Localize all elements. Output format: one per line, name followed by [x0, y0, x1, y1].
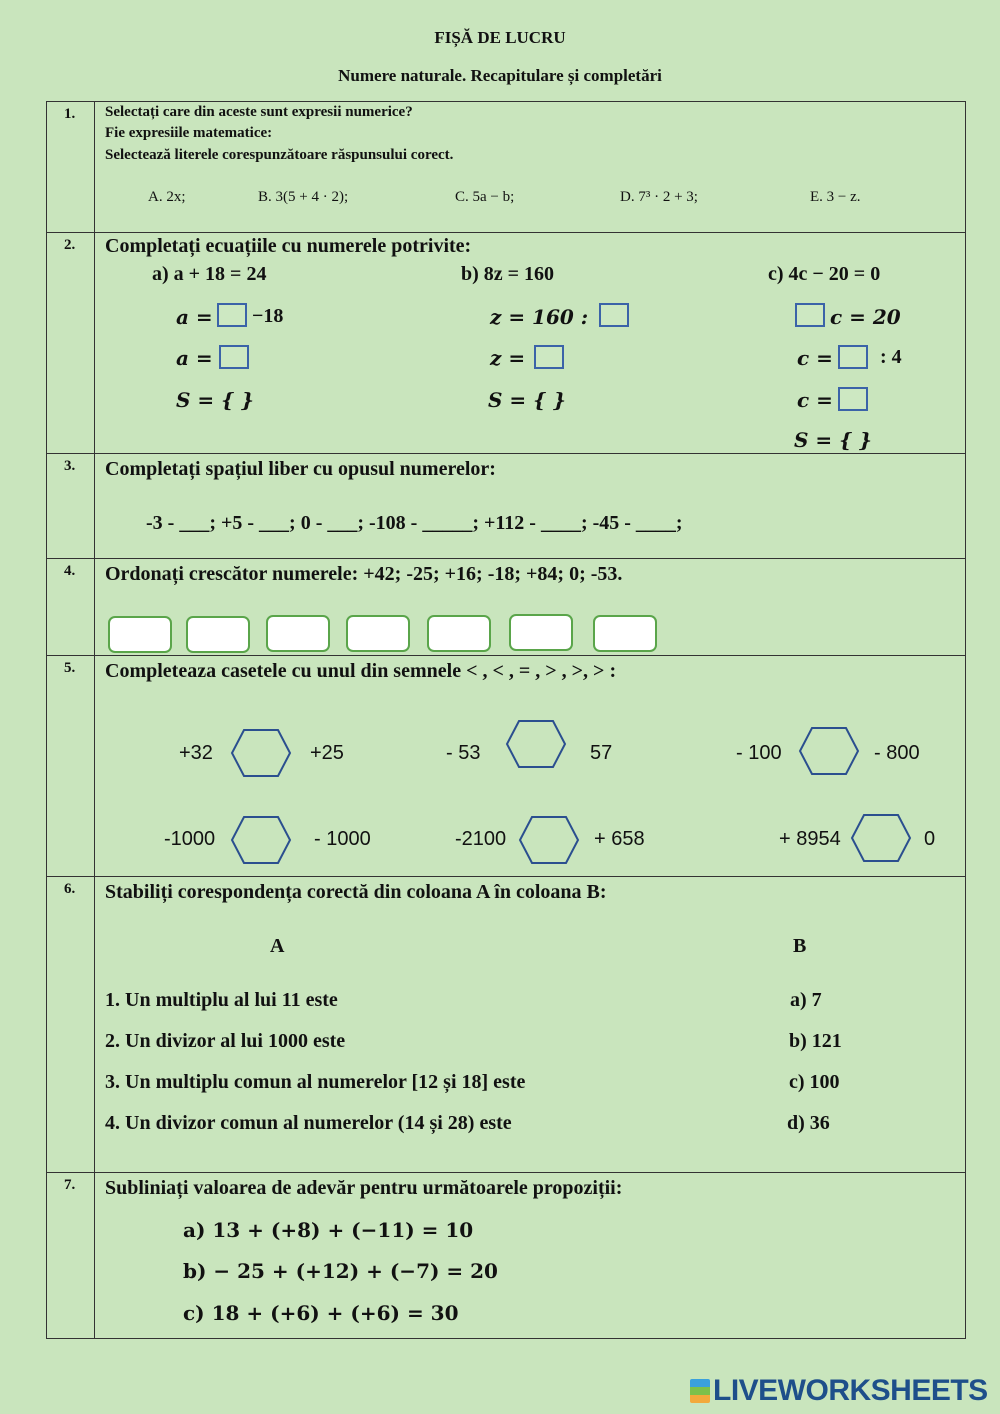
q1-option-b[interactable]: B. 3(5 + 4 · 2);	[258, 189, 349, 205]
q7-prompt: Subliniați valoarea de adevăr pentru următoarele propoziții:	[105, 1177, 623, 1199]
question-number: 5.	[64, 660, 76, 676]
q4-answer-box-6[interactable]	[509, 614, 573, 651]
worksheet-subtitle: Numere naturale. Recapitulare și completări	[338, 66, 662, 85]
q2-b2-input[interactable]	[534, 345, 564, 369]
q5-right-3: - 800	[874, 742, 920, 764]
q5-right-6: 0	[924, 828, 936, 850]
q5-right-5: + 658	[594, 828, 645, 850]
q1-option-a[interactable]: A. 2x;	[148, 189, 186, 205]
q3-prompt: Completați spațiul liber cu opusul numerelor:	[105, 458, 496, 480]
q5-compare-box-5[interactable]	[518, 815, 580, 865]
q1-line1: Selectați care din aceste sunt expresii numerice?	[105, 104, 413, 120]
q5-compare-box-3[interactable]	[798, 726, 860, 776]
q2-b-solution-set: S = { }	[488, 388, 566, 412]
logo-mark-icon	[690, 1379, 710, 1403]
q2-a1-minus: −18	[252, 305, 284, 327]
q5-compare-box-2[interactable]	[505, 719, 567, 769]
q2-equation-a: a) a + 18 = 24	[152, 263, 267, 285]
q2-a2-label: a =	[176, 346, 213, 370]
q2-a2-input[interactable]	[219, 345, 249, 369]
q6-item-a-1: 1. Un multiplu al lui 11 este	[105, 989, 338, 1011]
q7-statement-c[interactable]: c) 18 + (+6) + (+6) = 30	[183, 1301, 459, 1325]
q5-left-3: - 100	[736, 742, 782, 764]
q2-c1-input[interactable]	[795, 303, 825, 327]
q1-line2: Fie expresiile matematice:	[105, 125, 273, 141]
q2-b1-input[interactable]	[599, 303, 629, 327]
q2-c-solution-set: S = { }	[794, 428, 872, 452]
q6-item-b-4[interactable]: d) 36	[787, 1112, 830, 1134]
q6-column-a-header: A	[270, 935, 285, 957]
q5-right-4: - 1000	[314, 828, 371, 850]
q5-right-1: +25	[310, 742, 344, 764]
q7-statement-a[interactable]: a) 13 + (+8) + (−11) = 10	[183, 1218, 474, 1242]
q6-item-a-4: 4. Un divizor comun al numerelor (14 și 28) este	[105, 1112, 512, 1134]
question-number: 2.	[64, 237, 76, 253]
q5-left-6: + 8954	[779, 828, 841, 850]
worksheet-title: FIȘĂ DE LUCRU	[434, 28, 566, 47]
question-number: 6.	[64, 881, 76, 897]
q3-opposites-line[interactable]: -3 - ___; +5 - ___; 0 - ___; -108 - _____; +112 - ____; -45 - ____;	[146, 512, 683, 534]
q2-c3-input[interactable]	[838, 387, 868, 411]
q2-c2-divisor: : 4	[880, 346, 902, 368]
q2-a1-input[interactable]	[217, 303, 247, 327]
q4-prompt: Ordonați crescător numerele: +42; -25; +16; -18; +84; 0; -53.	[105, 563, 623, 585]
q6-item-b-1[interactable]: a) 7	[790, 989, 822, 1011]
question-number: 1.	[64, 106, 76, 122]
q5-right-2: 57	[590, 742, 613, 764]
q1-option-e[interactable]: E. 3 − z.	[810, 189, 861, 205]
q2-b2-label: z =	[490, 346, 526, 370]
q2-a1-label: a =	[176, 305, 213, 329]
liveworksheets-logo	[690, 1374, 988, 1408]
q2-prompt: Completați ecuațiile cu numerele potrivite:	[105, 235, 472, 257]
q1-option-c[interactable]: C. 5a − b;	[455, 189, 515, 205]
q6-item-b-2[interactable]: b) 121	[789, 1030, 842, 1052]
q2-c1-label: c = 20	[830, 305, 901, 329]
q5-left-4: -1000	[164, 828, 216, 850]
q5-left-5: -2100	[455, 828, 507, 850]
q6-column-b-header: B	[793, 935, 807, 957]
q5-compare-box-1[interactable]	[230, 728, 292, 778]
q7-statement-b[interactable]: b) − 25 + (+12) + (−7) = 20	[183, 1259, 498, 1283]
q5-prompt: Completeaza casetele cu unul din semnele < , < , = , > , >, > :	[105, 660, 617, 682]
q2-a-solution-set: S = { }	[176, 388, 254, 412]
q4-answer-box-3[interactable]	[266, 615, 330, 652]
q2-c2-input[interactable]	[838, 345, 868, 369]
q4-answer-box-7[interactable]	[593, 615, 657, 652]
q2-c2-label: c =	[797, 346, 833, 370]
q2-c3-label: c =	[797, 388, 833, 412]
q2-equation-c: c) 4c − 20 = 0	[768, 263, 881, 285]
q5-left-1: +32	[179, 742, 213, 764]
q1-option-d[interactable]: D. 7³ · 2 + 3;	[620, 189, 698, 205]
question-number: 3.	[64, 458, 76, 474]
question-number: 7.	[64, 1177, 76, 1193]
q6-item-a-3: 3. Un multiplu comun al numerelor [12 și 18] este	[105, 1071, 526, 1093]
question-number: 4.	[64, 563, 76, 579]
q5-compare-box-4[interactable]	[230, 815, 292, 865]
q6-item-b-3[interactable]: c) 100	[789, 1071, 840, 1093]
logo-text: LIVEWORKSHEETS	[713, 1374, 988, 1407]
q4-answer-box-4[interactable]	[346, 615, 410, 652]
q5-left-2: - 53	[446, 742, 481, 764]
q2-b1-label: z = 160 :	[490, 305, 589, 329]
q2-equation-b: b) 8z = 160	[461, 263, 555, 285]
q4-answer-box-2[interactable]	[186, 616, 250, 653]
q5-compare-box-6[interactable]	[850, 813, 912, 863]
q4-answer-box-1[interactable]	[108, 616, 172, 653]
q6-item-a-2: 2. Un divizor al lui 1000 este	[105, 1030, 346, 1052]
q1-line3: Selectează literele corespunzătoare răspunsului corect.	[105, 147, 454, 163]
q4-answer-box-5[interactable]	[427, 615, 491, 652]
q6-prompt: Stabiliți corespondența corectă din coloana A în coloana B:	[105, 881, 607, 903]
